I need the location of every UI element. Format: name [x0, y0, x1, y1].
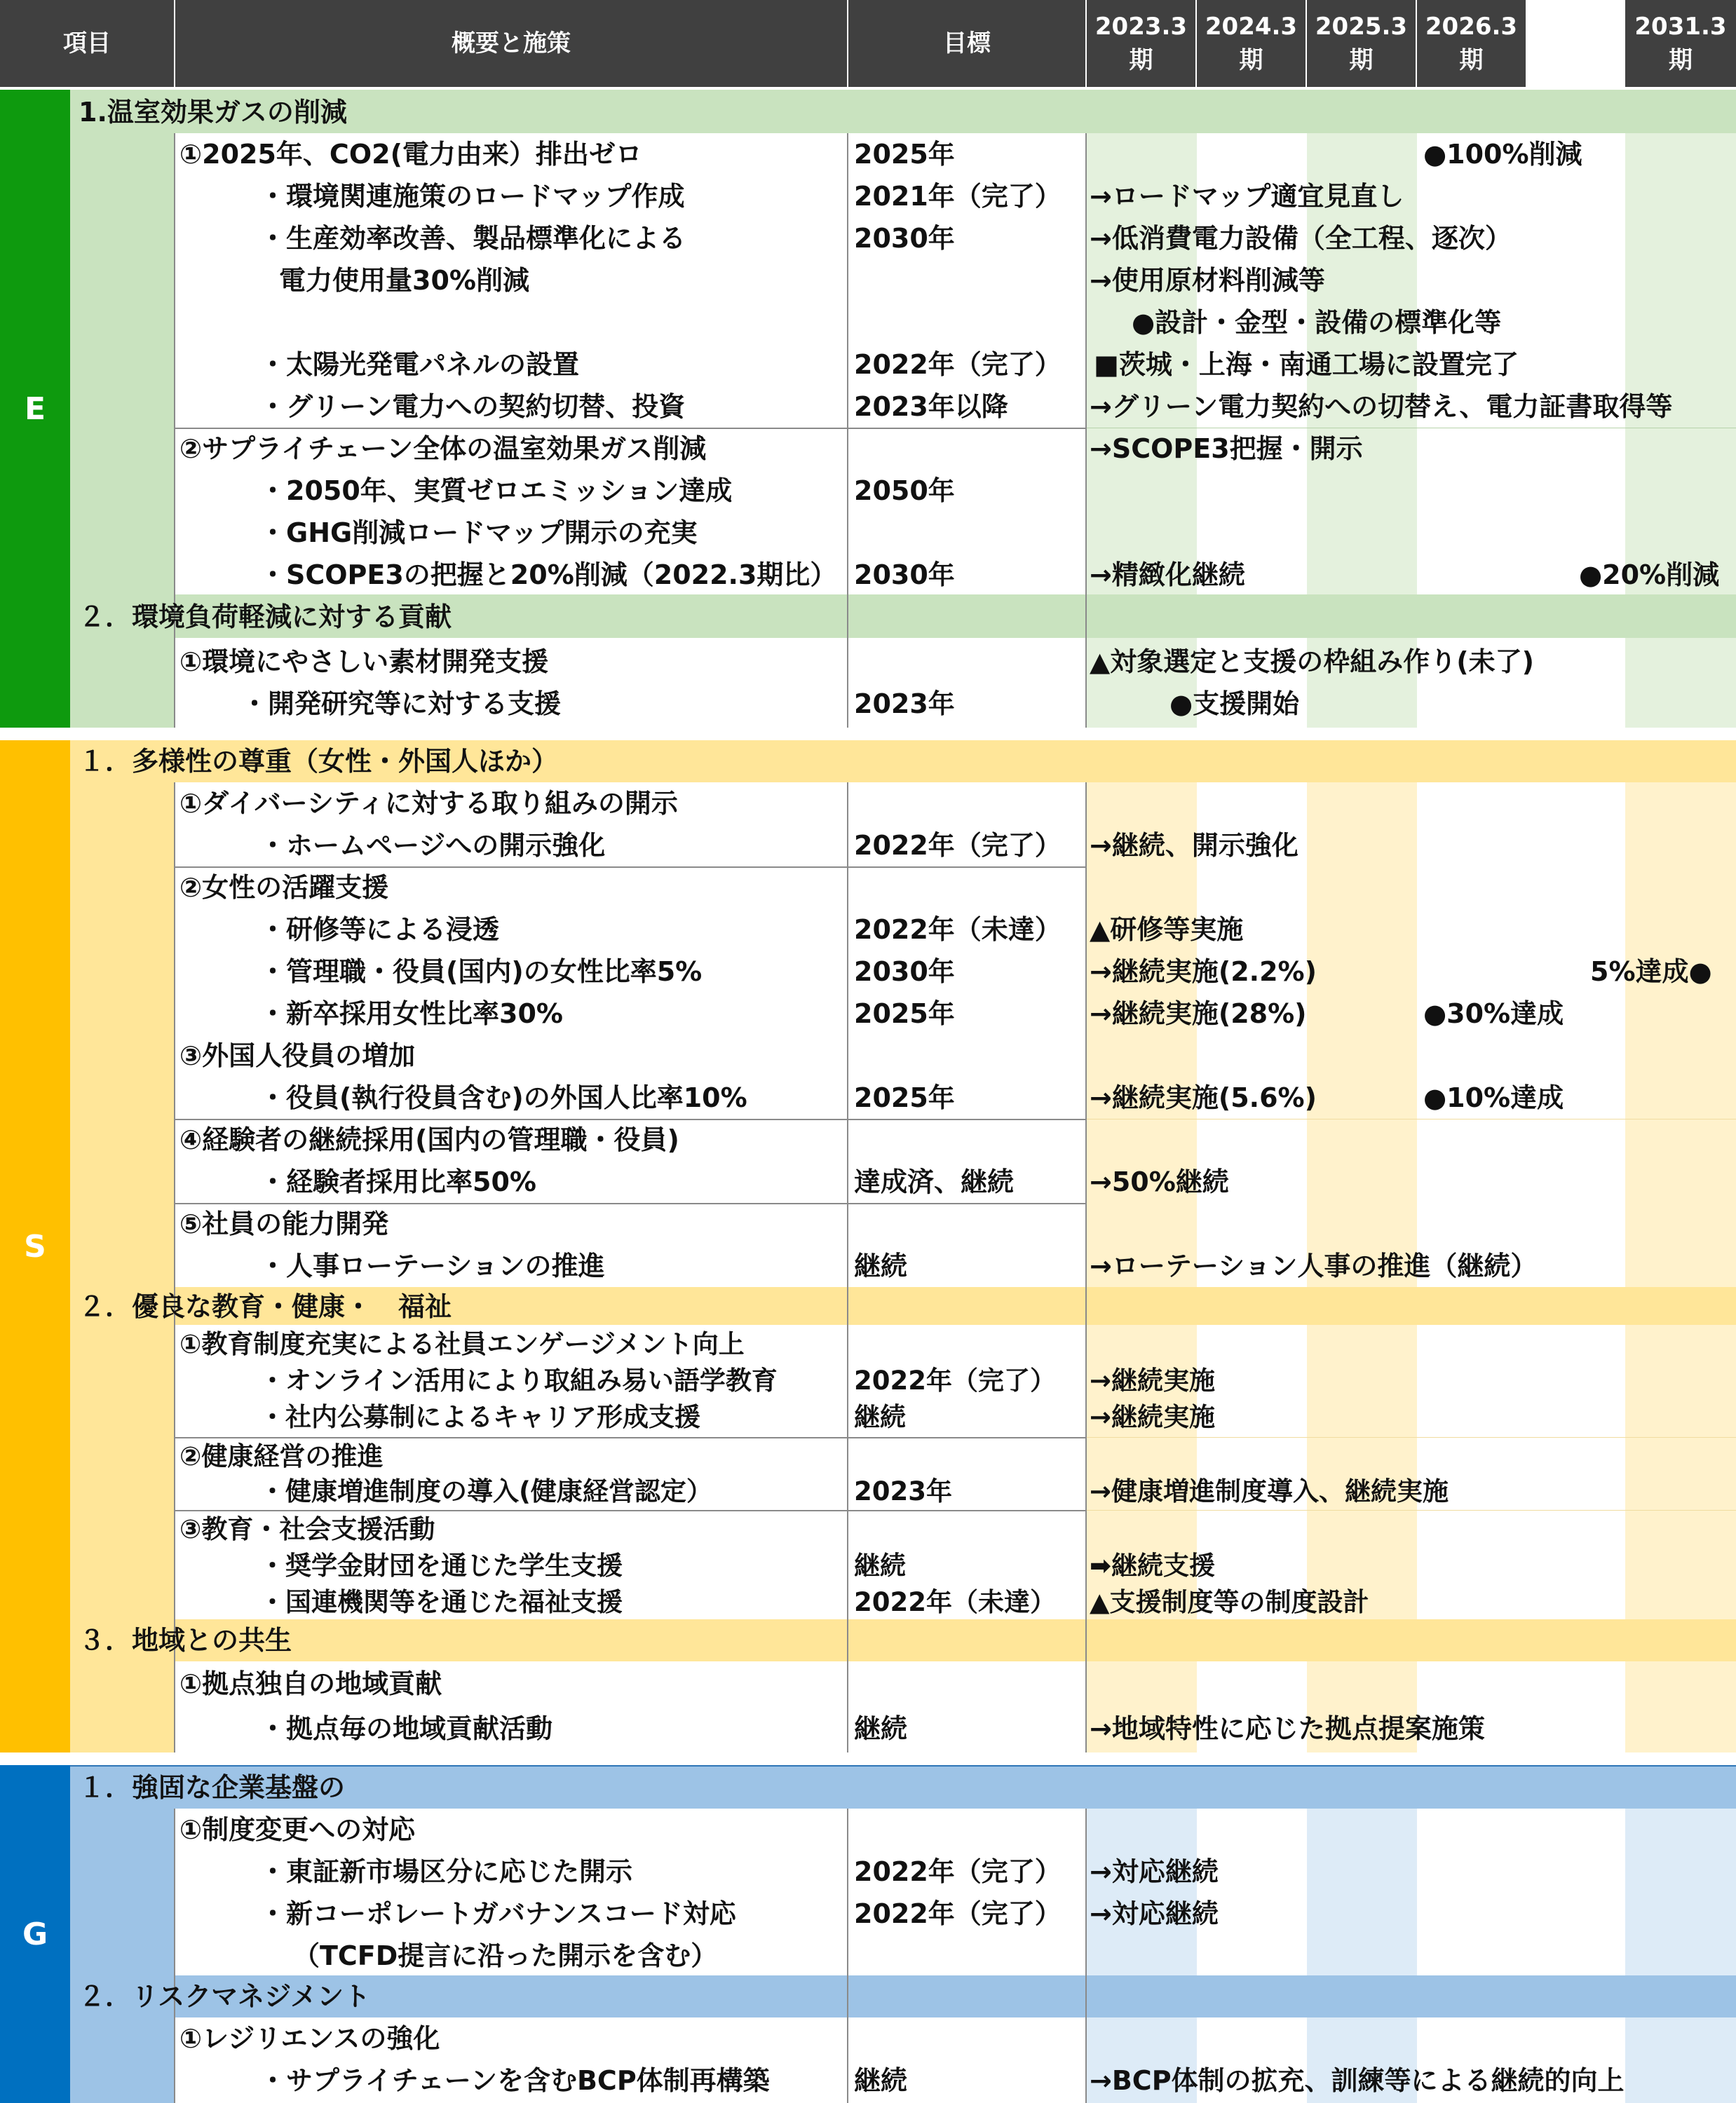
section-g-label: G — [0, 1765, 70, 2103]
e-target-13: 2023年 — [854, 688, 955, 719]
g-target-6: 継続 — [854, 2065, 908, 2096]
s-item-19: ・奨学金財団を通じた学生支援 — [259, 1551, 623, 1581]
s-item-3: ②女性の活躍支援 — [179, 872, 389, 903]
header-summary: 概要と施策 — [175, 0, 848, 87]
s-target-8: 2025年 — [854, 1082, 955, 1113]
g-item-3: ・新コーポレートガバナンスコード対応 — [259, 1898, 736, 1929]
e-item-13: ・開発研究等に対する支援 — [241, 688, 562, 719]
s-plan-22: →地域特性に応じた拠点提案施策 — [1090, 1713, 1485, 1744]
s-target-10: 達成済、継続 — [854, 1166, 1015, 1197]
s-target-20: 2022年（未達） — [854, 1587, 1056, 1617]
e-group-2: ２．環境負荷軽減に対する貢献 — [79, 601, 452, 632]
s-item-17: ・健康増進制度の導入(健康経営認定） — [259, 1476, 712, 1506]
s-plan-8b: ●10%達成 — [1423, 1082, 1564, 1113]
g-item-1: ①制度変更への対応 — [179, 1814, 416, 1845]
s-item-22: ・拠点毎の地域貢献活動 — [259, 1713, 553, 1744]
e-target-3: 2030年 — [854, 223, 955, 254]
g-group-1: １．強固な企業基盤の — [79, 1772, 346, 1803]
s-item-21: ①拠点独自の地域貢献 — [179, 1668, 442, 1699]
s-target-5: 2030年 — [854, 956, 955, 987]
e-plan-3: →低消費電力設備（全工程、逐次） — [1090, 223, 1512, 254]
s-target-2: 2022年（完了） — [854, 830, 1062, 861]
s-plan-20: ▲支援制度等の制度設計 — [1090, 1587, 1369, 1617]
s-target-12: 継続 — [854, 1251, 908, 1281]
g-item-6: ・サプライチェーンを含むBCP体制再構築 — [259, 2065, 770, 2096]
section-g — [0, 1765, 1736, 2103]
s-item-5: ・管理職・役員(国内)の女性比率5% — [259, 956, 703, 987]
section-s — [0, 740, 1736, 1752]
header-period-blank — [1527, 0, 1625, 87]
s-plan-19: ➡継続支援 — [1090, 1551, 1216, 1581]
s-plan-12: →ローテーション人事の推進（継続） — [1090, 1251, 1538, 1281]
s-plan-6: →継続実施(28%) — [1090, 998, 1307, 1029]
e-plan-8: →SCOPE3把握・開示 — [1090, 433, 1363, 464]
table-header — [0, 0, 1736, 87]
e-target-7: 2023年以降 — [854, 391, 1008, 422]
e-plan-5: ●設計・金型・設備の標準化等 — [1132, 307, 1502, 338]
s-item-15: ・社内公募制によるキャリア形成支援 — [259, 1402, 700, 1432]
s-plan-8: →継続実施(5.6%) — [1090, 1082, 1317, 1113]
s-group-2: ２．優良な教育・健康・ 福祉 — [79, 1291, 452, 1322]
g-target-2: 2022年（完了） — [854, 1856, 1062, 1887]
e-item-1: ①2025年、CO2(電力由来）排出ゼロ — [179, 139, 642, 170]
s-item-16: ②健康経営の推進 — [179, 1441, 384, 1471]
s-plan-6b: ●30%達成 — [1423, 998, 1564, 1029]
s-target-6: 2025年 — [854, 998, 955, 1029]
s-item-4: ・研修等による浸透 — [259, 914, 500, 945]
s-target-4: 2022年（未達） — [854, 914, 1062, 945]
e-plan-12: ▲対象選定と支援の枠組み作り(未了) — [1090, 646, 1534, 677]
g-plan-2: →対応継続 — [1090, 1856, 1219, 1887]
header-period-2024: 2024.3 期 — [1197, 0, 1307, 87]
e-plan-13: ●支援開始 — [1169, 688, 1300, 719]
s-item-2: ・ホームページへの開示強化 — [259, 830, 606, 861]
s-item-7: ③外国人役員の増加 — [179, 1040, 416, 1071]
e-plan-2: →ロードマップ適宜見直し — [1090, 181, 1404, 212]
header-period-2023: 2023.3 期 — [1087, 0, 1197, 87]
header-period-2026: 2026.3 期 — [1417, 0, 1527, 87]
e-target-6: 2022年（完了） — [854, 349, 1062, 380]
group-bar — [70, 1619, 1736, 1661]
s-plan-4: ▲研修等実施 — [1090, 914, 1244, 945]
section-e-label: E — [0, 90, 70, 728]
e-plan-7: →グリーン電力契約への切替え、電力証書取得等 — [1090, 391, 1673, 422]
s-plan-5: →継続実施(2.2%) — [1090, 956, 1317, 987]
g-item-4: （TCFD提言に沿った開示を含む） — [293, 1940, 718, 1971]
e-item-8: ②サプライチェーン全体の温室効果ガス削減 — [179, 433, 707, 464]
s-target-17: 2023年 — [854, 1476, 952, 1506]
e-plan-6: ■茨城・上海・南通工場に設置完了 — [1094, 349, 1519, 380]
s-plan-14: →継続実施 — [1090, 1366, 1216, 1396]
s-target-15: 継続 — [854, 1402, 906, 1432]
s-item-10: ・経験者採用比率50% — [259, 1166, 536, 1197]
e-item-6: ・太陽光発電パネルの設置 — [259, 349, 580, 380]
e-plan-11: →精緻化継続 — [1090, 559, 1245, 590]
s-item-8: ・役員(執行役員含む)の外国人比率10% — [259, 1082, 747, 1113]
g-group-2: ２．リスクマネジメント — [79, 1981, 371, 2012]
section-e — [0, 90, 1736, 728]
s-plan-2: →継続、開示強化 — [1090, 830, 1298, 861]
s-group-3: ３．地域との共生 — [79, 1625, 292, 1656]
g-item-5: ①レジリエンスの強化 — [179, 2023, 440, 2054]
s-item-6: ・新卒採用女性比率30% — [259, 998, 563, 1029]
header-target: 目標 — [848, 0, 1087, 87]
header-period-2025: 2025.3 期 — [1307, 0, 1417, 87]
e-item-7: ・グリーン電力への契約切替、投資 — [259, 391, 686, 422]
s-target-14: 2022年（完了） — [854, 1366, 1056, 1396]
section-s-label: S — [0, 740, 70, 1752]
e-item-9: ・2050年、実質ゼロエミッション達成 — [259, 475, 733, 506]
s-plan-17: →健康増進制度導入、継続実施 — [1090, 1476, 1449, 1506]
s-item-12: ・人事ローテーションの推進 — [259, 1251, 605, 1281]
e-plan-11b: ●20%削減 — [1579, 559, 1720, 590]
s-plan-15: →継続実施 — [1090, 1402, 1216, 1432]
s-item-11: ⑤社員の能力開発 — [179, 1209, 389, 1239]
e-item-12: ①環境にやさしい素材開発支援 — [179, 646, 549, 677]
e-target-11: 2030年 — [854, 559, 955, 590]
s-group-1: １．多様性の尊重（女性・外国人ほか） — [79, 746, 559, 777]
g-plan-3: →対応継続 — [1090, 1898, 1219, 1929]
s-target-22: 継続 — [854, 1713, 908, 1744]
g-plan-6: →BCP体制の拡充、訓練等による継続的向上 — [1090, 2065, 1625, 2096]
e-item-4: 電力使用量30%削減 — [279, 265, 529, 296]
e-target-9: 2050年 — [854, 475, 955, 506]
e-plan-4: →使用原材料削減等 — [1090, 265, 1325, 296]
e-item-10: ・GHG削減ロードマップ開示の充実 — [259, 517, 698, 548]
g-target-3: 2022年（完了） — [854, 1898, 1062, 1929]
s-item-9: ④経験者の継続採用(国内の管理職・役員) — [179, 1124, 679, 1155]
e-target-1: 2025年 — [854, 139, 955, 170]
s-item-18: ③教育・社会支援活動 — [179, 1514, 435, 1544]
s-item-13: ①教育制度充実による社員エンゲージメント向上 — [179, 1329, 745, 1359]
e-item-11: ・SCOPE3の把握と20%削減（2022.3期比） — [259, 559, 837, 590]
s-item-1: ①ダイバーシティに対する取り組みの開示 — [179, 788, 678, 819]
s-target-19: 継続 — [854, 1551, 906, 1581]
s-item-20: ・国連機関等を通じた福祉支援 — [259, 1587, 623, 1617]
e-plan-1: ●100%削減 — [1423, 139, 1582, 170]
e-item-3: ・生産効率改善、製品標準化による — [259, 223, 686, 254]
e-group-1: 1.温室効果ガスの削減 — [79, 97, 347, 128]
e-target-2: 2021年（完了） — [854, 181, 1062, 212]
header-period-2031: 2031.3 期 — [1634, 13, 1727, 74]
s-item-14: ・オンライン活用により取組み易い語学教育 — [259, 1366, 778, 1396]
s-plan-10: →50%継続 — [1090, 1166, 1229, 1197]
e-item-2: ・環境関連施策のロードマップ作成 — [259, 181, 685, 212]
header-item: 項目 — [0, 0, 175, 87]
g-item-2: ・東証新市場区分に応じた開示 — [259, 1856, 633, 1887]
s-plan-5b: 5%達成● — [1590, 956, 1712, 987]
